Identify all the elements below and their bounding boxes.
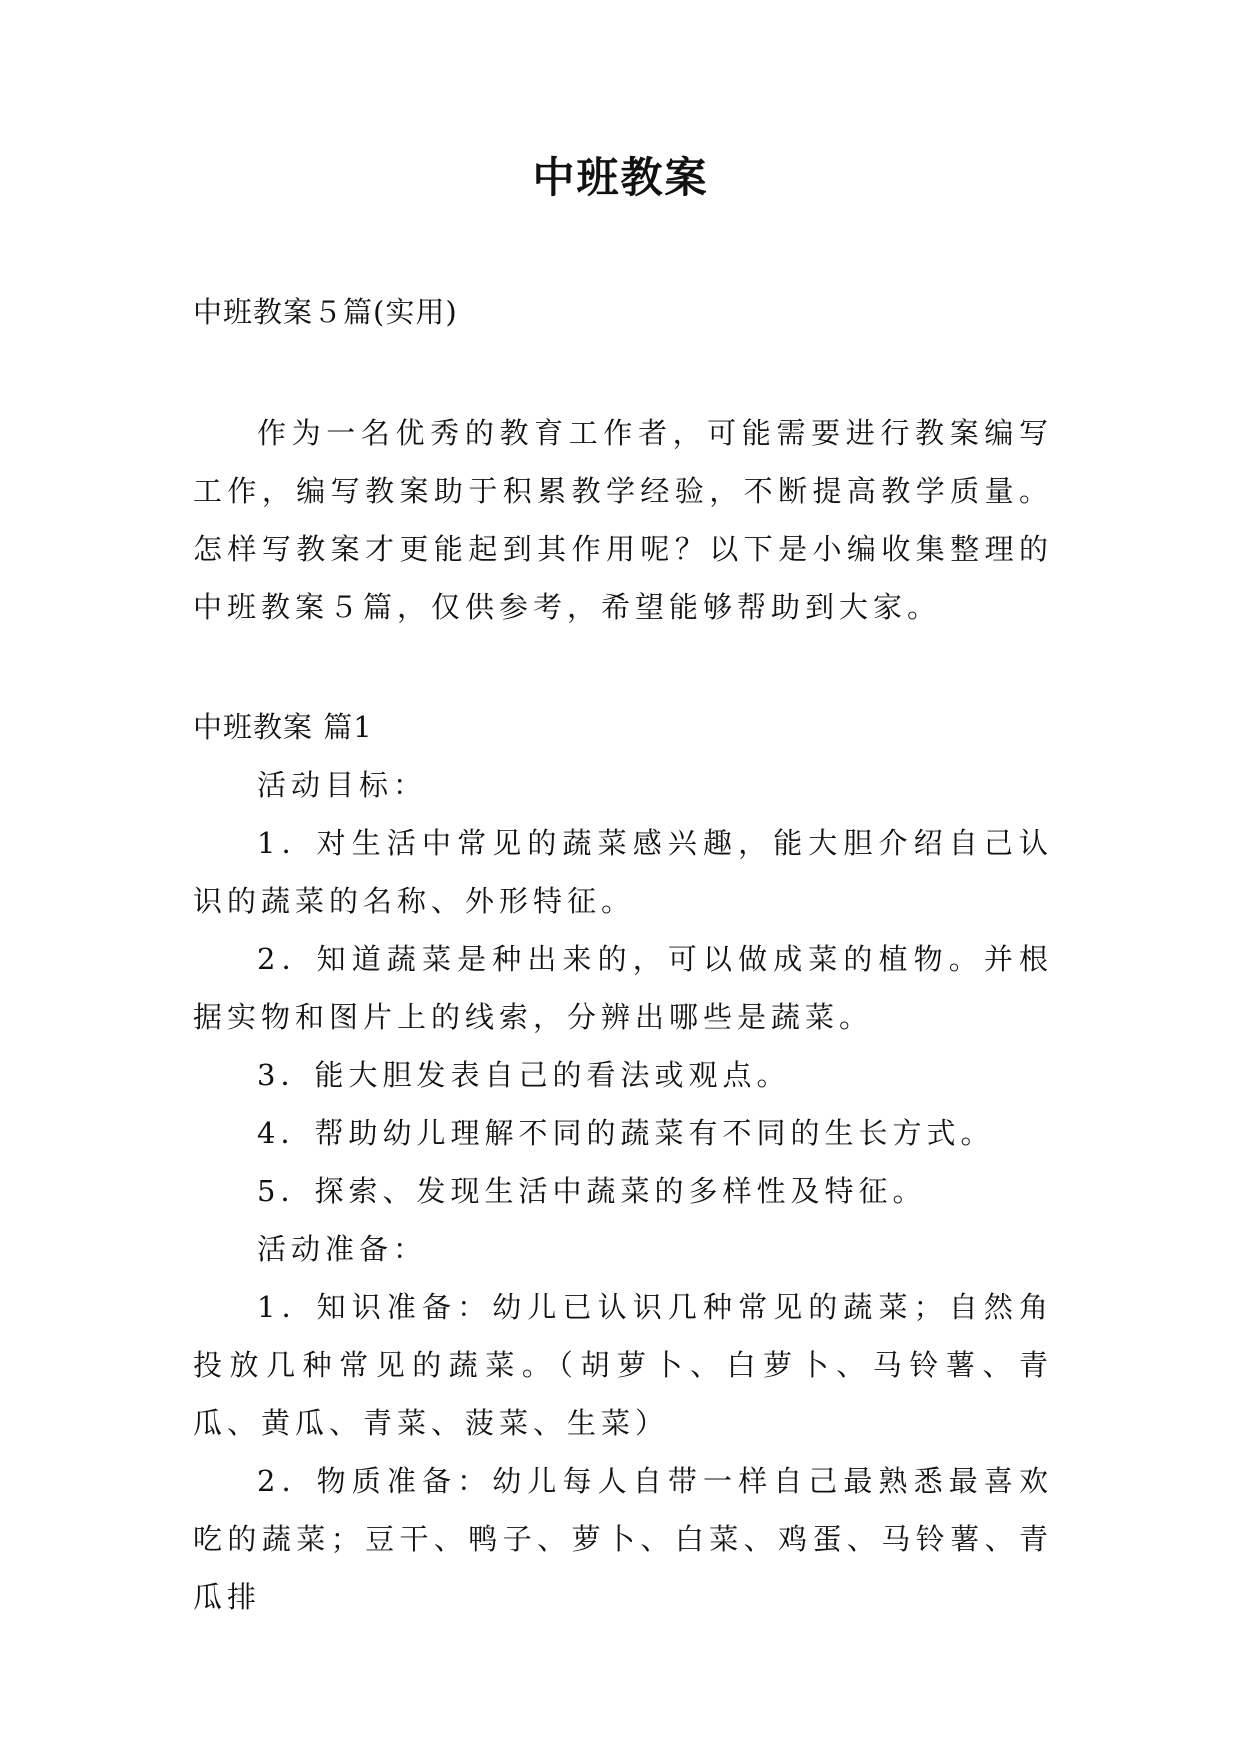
document-subtitle: 中班教案５篇(实用) <box>193 295 458 329</box>
preparation-item-2: 2．物质准备：幼儿每人自带一样自己最熟悉最喜欢吃的蔬菜；豆干、鸭子、萝卜、白菜、鸡蛋、马铃薯、青瓜排 <box>193 1464 1053 1614</box>
section-heading: 中班教案 篇1 <box>193 710 373 744</box>
activity-goals-heading: 活动目标： <box>257 768 428 802</box>
page-title: 中班教案 <box>532 153 709 202</box>
activity-preparation-heading: 活动准备： <box>257 1232 428 1266</box>
goal-item-4: 4．帮助幼儿理解不同的蔬菜有不同的生长方式。 <box>257 1116 995 1150</box>
goal-item-3: 3．能大胆发表自己的看法或观点。 <box>257 1058 791 1092</box>
goal-item-2: 2．知道蔬菜是种出来的，可以做成菜的植物。并根据实物和图片上的线索，分辨出哪些是蔬菜。 <box>193 942 1053 1034</box>
lesson-plan-section-1 <box>193 698 1053 1626</box>
preparation-item-1: 1．知识准备：幼儿已认识几种常见的蔬菜；自然角投放几种常见的蔬菜。（胡萝卜、白萝卜、马铃薯、青瓜、黄瓜、青菜、菠菜、生菜） <box>193 1290 1053 1440</box>
goal-item-1: 1．对生活中常见的蔬菜感兴趣，能大胆介绍自己认识的蔬菜的名称、外形特征。 <box>193 826 1053 918</box>
goal-item-5: 5．探索、发现生活中蔬菜的多样性及特征。 <box>257 1174 927 1208</box>
intro-paragraph: 作为一名优秀的教育工作者，可能需要进行教案编写工作，编写教案助于积累教学经验，不断提高教学质量。怎样写教案才更能起到其作用呢？以下是小编收集整理的中班教案５篇，仅供参考，希望能够帮助到大家。 <box>193 416 1053 624</box>
